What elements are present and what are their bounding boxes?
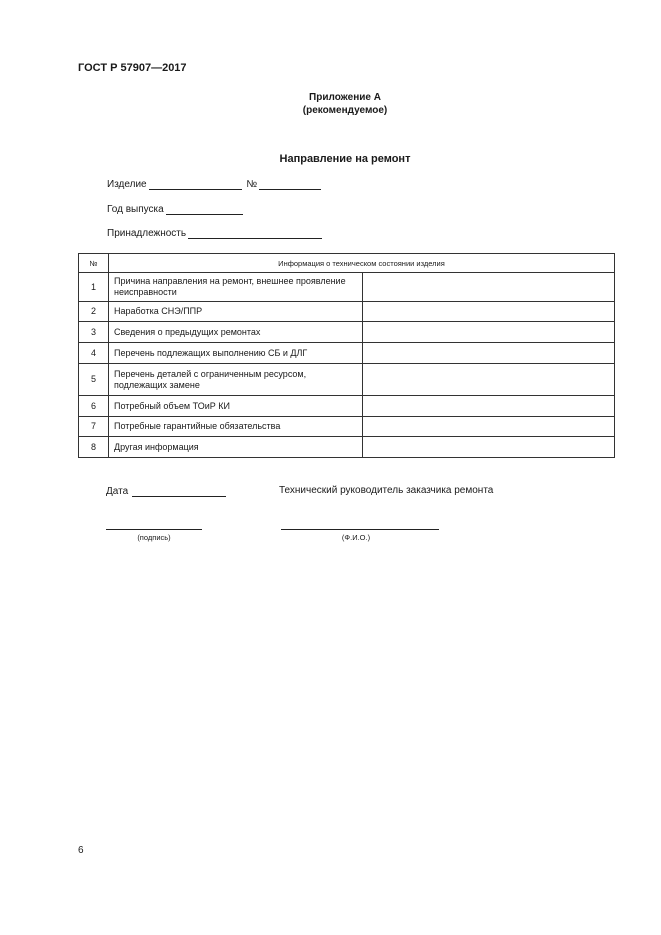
name-line	[281, 529, 439, 530]
annex-status: (рекомендуемое)	[302, 105, 388, 116]
table-header-row	[79, 254, 615, 273]
page-number: 6	[78, 845, 84, 856]
header-num: №	[79, 254, 109, 273]
year-blank	[166, 203, 243, 215]
date-field	[106, 485, 226, 497]
row-label: Причина направления на ремонт, внешнее проявление неисправности	[109, 273, 363, 302]
table-row	[79, 273, 615, 302]
row-label: Потребные гарантийные обязательства	[109, 417, 363, 437]
header-info: Информация о техническом состоянии изделия	[109, 254, 615, 273]
product-field	[107, 178, 321, 190]
row-value	[363, 343, 615, 364]
table-row	[79, 437, 615, 458]
row-num: 1	[79, 273, 109, 302]
row-value	[363, 322, 615, 343]
owner-field	[107, 227, 322, 239]
date-blank	[132, 485, 226, 497]
number-blank	[259, 178, 321, 190]
year-label: Год выпуска	[107, 204, 164, 215]
year-field	[107, 203, 243, 215]
row-label: Перечень деталей с ограниченным ресурсом, подлежащих замене	[109, 364, 363, 396]
row-value	[363, 396, 615, 417]
repair-info-table	[78, 253, 615, 458]
table-row	[79, 417, 615, 437]
manager-label: Технический руководитель заказчика ремонта	[279, 485, 494, 496]
table-row	[79, 302, 615, 322]
table-row	[79, 343, 615, 364]
date-label: Дата	[106, 486, 129, 497]
name-caption: (Ф.И.О.)	[341, 533, 371, 542]
product-label: Изделие	[107, 179, 147, 190]
standard-code: ГОСТ Р 57907—2017	[78, 62, 187, 74]
row-value	[363, 417, 615, 437]
row-value	[363, 437, 615, 458]
signature-caption: (подпись)	[137, 533, 171, 542]
row-num: 2	[79, 302, 109, 322]
row-num: 7	[79, 417, 109, 437]
row-label: Потребный объем ТОиР КИ	[109, 396, 363, 417]
row-label: Сведения о предыдущих ремонтах	[109, 322, 363, 343]
row-num: 8	[79, 437, 109, 458]
row-num: 3	[79, 322, 109, 343]
row-num: 4	[79, 343, 109, 364]
row-label: Наработка СНЭ/ППР	[109, 302, 363, 322]
row-value	[363, 273, 615, 302]
table-row	[79, 396, 615, 417]
row-value	[363, 364, 615, 396]
row-label: Перечень подлежащих выполнению СБ и ДЛГ	[109, 343, 363, 364]
table-row	[79, 322, 615, 343]
row-label: Другая информация	[109, 437, 363, 458]
owner-label: Принадлежность	[107, 228, 187, 239]
form-title: Направление на ремонт	[279, 153, 411, 165]
signature-line	[106, 529, 202, 530]
number-label: №	[246, 179, 258, 190]
row-num: 6	[79, 396, 109, 417]
product-blank	[149, 178, 242, 190]
table-row	[79, 364, 615, 396]
row-num: 5	[79, 364, 109, 396]
annex-title: Приложение А	[309, 92, 381, 103]
row-value	[363, 302, 615, 322]
owner-blank	[188, 227, 322, 239]
